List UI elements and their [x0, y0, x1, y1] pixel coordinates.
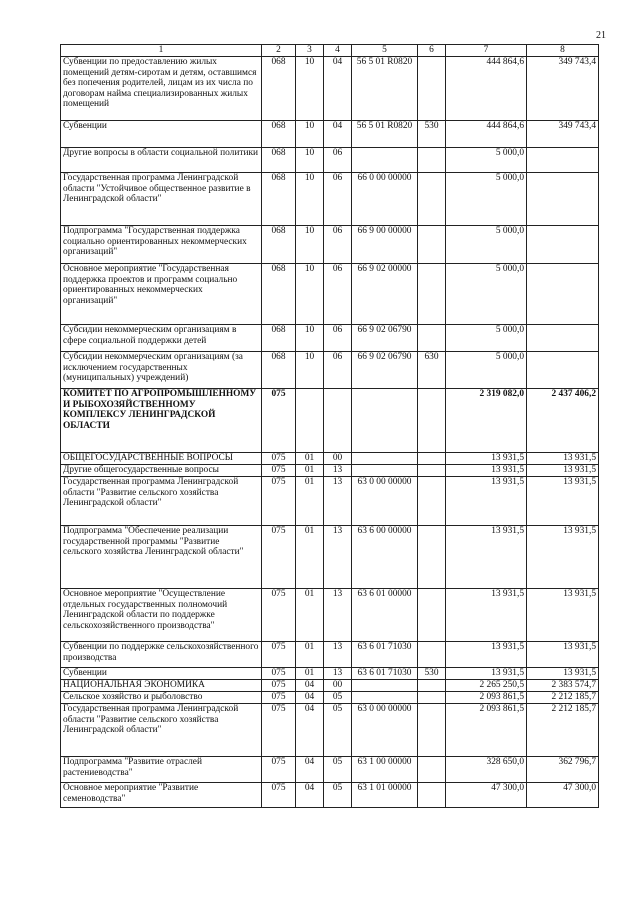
- row-section-code: 04: [296, 757, 324, 783]
- row-expense-type: [418, 226, 446, 264]
- row-amount-year2: 2 437 406,2: [527, 389, 599, 453]
- row-amount-year2: [527, 226, 599, 264]
- row-ved-code: 075: [262, 704, 296, 757]
- row-name-cell: Субвенции: [61, 121, 262, 148]
- row-ved-code: 075: [262, 389, 296, 453]
- row-target-article: 63 6 01 00000: [352, 589, 418, 642]
- row-target-article: 66 9 02 00000: [352, 264, 418, 325]
- row-amount-year1: 444 864,6: [446, 57, 527, 121]
- row-amount-year1: 13 931,5: [446, 642, 527, 668]
- row-amount-year1: 13 931,5: [446, 465, 527, 477]
- row-amount-year1: 13 931,5: [446, 453, 527, 465]
- row-subsection-code: 13: [324, 526, 352, 589]
- budget-table: [60, 44, 599, 808]
- row-expense-type: 530: [418, 121, 446, 148]
- row-target-article: 66 9 00 00000: [352, 226, 418, 264]
- column-header: 3: [296, 45, 324, 57]
- row-name-cell: Государственная программа Ленинградской области "Развитие сельского хозяйства Ленинградской области": [61, 477, 262, 526]
- row-subsection-code: 13: [324, 668, 352, 680]
- row-ved-code: 075: [262, 477, 296, 526]
- row-ved-code: 068: [262, 148, 296, 173]
- row-ved-code: 075: [262, 668, 296, 680]
- row-name-cell: Основное мероприятие "Государственная поддержка проектов и программ социально ориентированных некоммерческих организаций": [61, 264, 262, 325]
- row-ved-code: 075: [262, 680, 296, 692]
- row-amount-year2: [527, 352, 599, 389]
- row-amount-year1: 13 931,5: [446, 589, 527, 642]
- row-expense-type: [418, 704, 446, 757]
- row-name-cell: Субвенции: [61, 668, 262, 680]
- table-row: [61, 121, 599, 148]
- row-amount-year1: 13 931,5: [446, 477, 527, 526]
- row-amount-year1: 13 931,5: [446, 526, 527, 589]
- table-row: [61, 692, 599, 704]
- table-row: [61, 325, 599, 352]
- row-ved-code: 068: [262, 173, 296, 226]
- row-name-cell: Подпрограмма "Государственная поддержка социально ориентированных некоммерческих организаций": [61, 226, 262, 264]
- row-subsection-code: 05: [324, 692, 352, 704]
- row-expense-type: 630: [418, 352, 446, 389]
- row-subsection-code: 13: [324, 589, 352, 642]
- row-expense-type: [418, 783, 446, 808]
- row-amount-year2: [527, 148, 599, 173]
- row-section-code: 01: [296, 589, 324, 642]
- row-expense-type: 530: [418, 668, 446, 680]
- row-section-code: 04: [296, 680, 324, 692]
- row-amount-year2: 13 931,5: [527, 477, 599, 526]
- column-header: 1: [61, 45, 262, 57]
- row-amount-year1: 5 000,0: [446, 226, 527, 264]
- row-ved-code: 075: [262, 465, 296, 477]
- row-target-article: 66 9 02 06790: [352, 352, 418, 389]
- row-target-article: 63 0 00 00000: [352, 704, 418, 757]
- table-row: [61, 453, 599, 465]
- table-row: [61, 173, 599, 226]
- row-subsection-code: [324, 389, 352, 453]
- row-expense-type: [418, 692, 446, 704]
- row-target-article: 63 0 00 00000: [352, 477, 418, 526]
- row-subsection-code: 04: [324, 57, 352, 121]
- row-amount-year2: 13 931,5: [527, 465, 599, 477]
- row-name-cell: Сельское хозяйство и рыболовство: [61, 692, 262, 704]
- row-name-cell: Субвенции по поддержке сельскохозяйственного производства: [61, 642, 262, 668]
- row-target-article: 63 6 01 71030: [352, 642, 418, 668]
- row-subsection-code: 06: [324, 173, 352, 226]
- row-expense-type: [418, 477, 446, 526]
- row-amount-year1: 5 000,0: [446, 325, 527, 352]
- row-ved-code: 068: [262, 121, 296, 148]
- row-ved-code: 068: [262, 264, 296, 325]
- row-name-cell: Субсидии некоммерческим организациям в сфере социальной поддержки детей: [61, 325, 262, 352]
- row-expense-type: [418, 453, 446, 465]
- table-row: [61, 526, 599, 589]
- row-expense-type: [418, 465, 446, 477]
- row-ved-code: 075: [262, 642, 296, 668]
- row-section-code: [296, 389, 324, 453]
- row-section-code: 10: [296, 264, 324, 325]
- row-subsection-code: 06: [324, 325, 352, 352]
- row-amount-year1: 5 000,0: [446, 173, 527, 226]
- table-row: [61, 389, 599, 453]
- row-amount-year2: 2 212 185,7: [527, 704, 599, 757]
- row-subsection-code: 05: [324, 783, 352, 808]
- row-ved-code: 075: [262, 783, 296, 808]
- row-section-code: 10: [296, 352, 324, 389]
- row-expense-type: [418, 325, 446, 352]
- row-expense-type: [418, 526, 446, 589]
- row-target-article: [352, 692, 418, 704]
- row-subsection-code: 13: [324, 477, 352, 526]
- column-header: 7: [446, 45, 527, 57]
- column-header: 5: [352, 45, 418, 57]
- column-header: 8: [527, 45, 599, 57]
- row-amount-year2: 13 931,5: [527, 642, 599, 668]
- table-row: [61, 589, 599, 642]
- row-name-cell: Государственная программа Ленинградской области "Устойчивое общественное развитие в Ленинградской области": [61, 173, 262, 226]
- row-ved-code: 068: [262, 226, 296, 264]
- row-section-code: 04: [296, 783, 324, 808]
- row-target-article: 56 5 01 R0820: [352, 57, 418, 121]
- row-name-cell: Подпрограмма "Обеспечение реализации государственной программы "Развитие сельского хозяйства Ленинградской области": [61, 526, 262, 589]
- row-name-cell: Основное мероприятие "Осуществление отдельных государственных полномочий Ленинградской области по поддержке сельскохозяйственного производства": [61, 589, 262, 642]
- row-subsection-code: 05: [324, 704, 352, 757]
- row-ved-code: 068: [262, 325, 296, 352]
- row-section-code: 01: [296, 668, 324, 680]
- row-name-cell: КОМИТЕТ ПО АГРОПРОМЫШЛЕННОМУ И РЫБОХОЗЯЙСТВЕННОМУ КОМПЛЕКСУ ЛЕНИНГРАДСКОЙ ОБЛАСТИ: [61, 389, 262, 453]
- row-target-article: 63 6 01 71030: [352, 668, 418, 680]
- table-row: [61, 57, 599, 121]
- row-subsection-code: 06: [324, 352, 352, 389]
- row-name-cell: Другие вопросы в области социальной политики: [61, 148, 262, 173]
- row-target-article: 56 5 01 R0820: [352, 121, 418, 148]
- row-subsection-code: 06: [324, 226, 352, 264]
- row-amount-year1: 328 650,0: [446, 757, 527, 783]
- row-section-code: 01: [296, 526, 324, 589]
- row-target-article: 66 9 02 06790: [352, 325, 418, 352]
- table-row: [61, 465, 599, 477]
- row-name-cell: Субвенции по предоставлению жилых помещений детям-сиротам и детям, оставшимся без попечения родителей, лицам из их числа по договорам найма специализированных жилых помещений: [61, 57, 262, 121]
- row-amount-year1: 5 000,0: [446, 352, 527, 389]
- row-amount-year1: 2 319 082,0: [446, 389, 527, 453]
- row-section-code: 01: [296, 642, 324, 668]
- table-body: [61, 57, 599, 808]
- row-section-code: 10: [296, 148, 324, 173]
- row-amount-year2: [527, 173, 599, 226]
- table-row: [61, 783, 599, 808]
- row-section-code: 04: [296, 704, 324, 757]
- column-header: 4: [324, 45, 352, 57]
- table-row: [61, 148, 599, 173]
- row-name-cell: Основное мероприятие "Развитие семеноводства": [61, 783, 262, 808]
- row-expense-type: [418, 757, 446, 783]
- row-target-article: 63 1 00 00000: [352, 757, 418, 783]
- row-section-code: 10: [296, 325, 324, 352]
- row-amount-year2: 349 743,4: [527, 57, 599, 121]
- column-header: 6: [418, 45, 446, 57]
- table-row: [61, 680, 599, 692]
- table-row: [61, 704, 599, 757]
- row-ved-code: 068: [262, 352, 296, 389]
- row-ved-code: 075: [262, 526, 296, 589]
- row-amount-year1: 5 000,0: [446, 148, 527, 173]
- row-amount-year2: 2 212 185,7: [527, 692, 599, 704]
- row-amount-year2: 362 796,7: [527, 757, 599, 783]
- row-name-cell: НАЦИОНАЛЬНАЯ ЭКОНОМИКА: [61, 680, 262, 692]
- row-subsection-code: 00: [324, 453, 352, 465]
- row-name-cell: Государственная программа Ленинградской области "Развитие сельского хозяйства Ленинградской области": [61, 704, 262, 757]
- row-ved-code: 075: [262, 589, 296, 642]
- table-row: [61, 642, 599, 668]
- row-target-article: 63 6 00 00000: [352, 526, 418, 589]
- row-subsection-code: 13: [324, 465, 352, 477]
- row-amount-year1: 5 000,0: [446, 264, 527, 325]
- row-amount-year1: 2 093 861,5: [446, 704, 527, 757]
- row-amount-year1: 2 265 250,5: [446, 680, 527, 692]
- row-expense-type: [418, 173, 446, 226]
- row-amount-year2: 13 931,5: [527, 589, 599, 642]
- row-section-code: 01: [296, 453, 324, 465]
- row-ved-code: 068: [262, 57, 296, 121]
- row-amount-year2: 2 383 574,7: [527, 680, 599, 692]
- row-section-code: 04: [296, 692, 324, 704]
- table-row: [61, 477, 599, 526]
- row-section-code: 10: [296, 226, 324, 264]
- row-ved-code: 075: [262, 692, 296, 704]
- row-section-code: 10: [296, 173, 324, 226]
- row-amount-year1: 47 300,0: [446, 783, 527, 808]
- row-subsection-code: 00: [324, 680, 352, 692]
- row-amount-year2: 13 931,5: [527, 453, 599, 465]
- row-subsection-code: 13: [324, 642, 352, 668]
- row-expense-type: [418, 264, 446, 325]
- row-section-code: 01: [296, 477, 324, 526]
- row-target-article: 63 1 01 00000: [352, 783, 418, 808]
- page-number: 21: [596, 30, 606, 41]
- row-amount-year1: 2 093 861,5: [446, 692, 527, 704]
- table-row: [61, 352, 599, 389]
- table-row: [61, 226, 599, 264]
- row-subsection-code: 06: [324, 148, 352, 173]
- row-expense-type: [418, 57, 446, 121]
- row-subsection-code: 05: [324, 757, 352, 783]
- row-target-article: [352, 465, 418, 477]
- column-header: 2: [262, 45, 296, 57]
- row-amount-year2: 47 300,0: [527, 783, 599, 808]
- row-name-cell: Другие общегосударственные вопросы: [61, 465, 262, 477]
- row-amount-year2: 349 743,4: [527, 121, 599, 148]
- row-ved-code: 075: [262, 757, 296, 783]
- row-target-article: [352, 453, 418, 465]
- row-amount-year2: 13 931,5: [527, 526, 599, 589]
- row-section-code: 10: [296, 121, 324, 148]
- row-section-code: 01: [296, 465, 324, 477]
- table-row: [61, 757, 599, 783]
- row-expense-type: [418, 680, 446, 692]
- row-expense-type: [418, 389, 446, 453]
- row-target-article: [352, 680, 418, 692]
- row-subsection-code: 06: [324, 264, 352, 325]
- row-amount-year2: [527, 325, 599, 352]
- row-target-article: 66 0 00 00000: [352, 173, 418, 226]
- row-expense-type: [418, 589, 446, 642]
- table-header-row: [61, 45, 599, 57]
- table-row: [61, 264, 599, 325]
- row-target-article: [352, 148, 418, 173]
- table-row: [61, 668, 599, 680]
- row-target-article: [352, 389, 418, 453]
- row-expense-type: [418, 642, 446, 668]
- row-section-code: 10: [296, 57, 324, 121]
- row-amount-year2: 13 931,5: [527, 668, 599, 680]
- row-subsection-code: 04: [324, 121, 352, 148]
- row-amount-year2: [527, 264, 599, 325]
- row-amount-year1: 13 931,5: [446, 668, 527, 680]
- row-amount-year1: 444 864,6: [446, 121, 527, 148]
- row-expense-type: [418, 148, 446, 173]
- row-ved-code: 075: [262, 453, 296, 465]
- row-name-cell: Субсидии некоммерческим организациям (за исключением государственных (муниципальных) учреждений): [61, 352, 262, 389]
- row-name-cell: Подпрограмма "Развитие отраслей растениеводства": [61, 757, 262, 783]
- row-name-cell: ОБЩЕГОСУДАРСТВЕННЫЕ ВОПРОСЫ: [61, 453, 262, 465]
